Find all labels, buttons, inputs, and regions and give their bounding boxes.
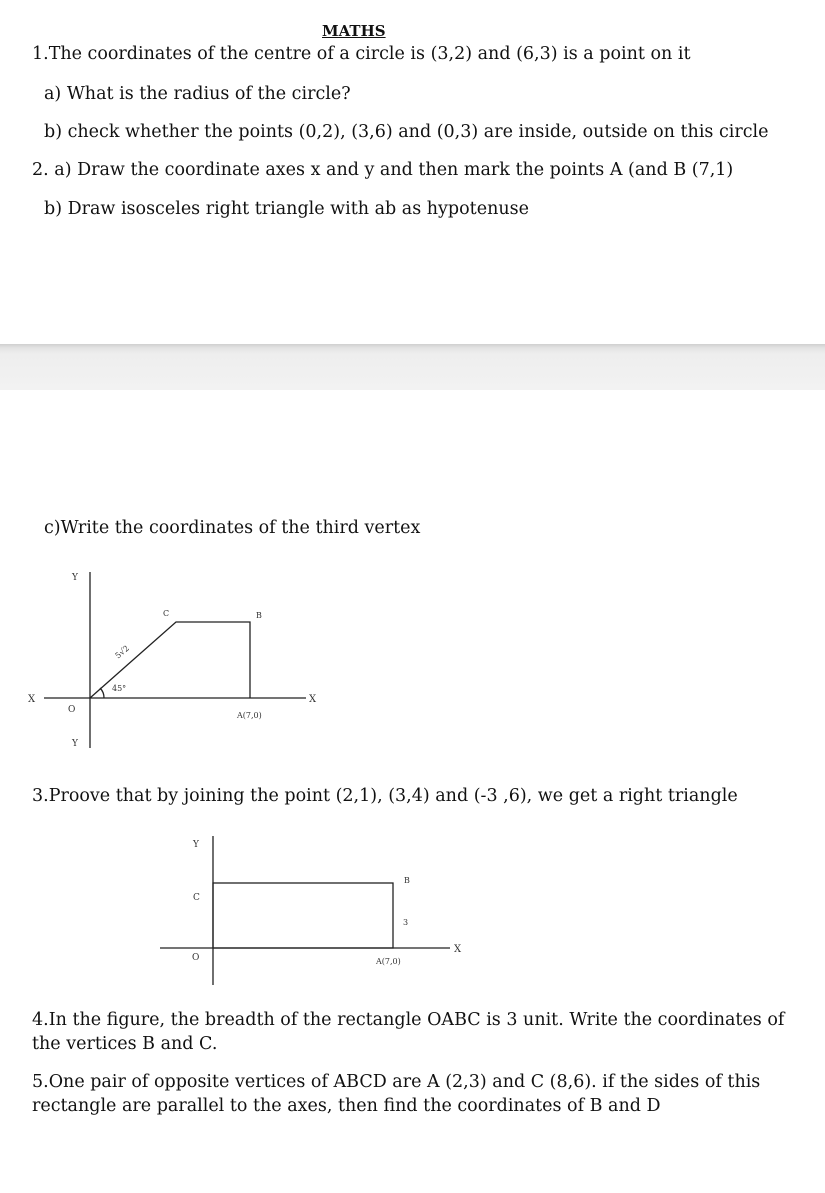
question-1b: b) check whether the points (0,2), (3,6) and (0,3) are inside, outside on this circle bbox=[44, 122, 769, 142]
label-vertex-c: C bbox=[193, 893, 200, 903]
label-vertex-a: A(7,0) bbox=[237, 711, 262, 720]
angle-arc bbox=[100, 688, 104, 698]
question-2a: 2. a) Draw the coordinate axes x and y and then mark the points A (and B (7,1) bbox=[32, 160, 734, 180]
label-x-right: X bbox=[309, 694, 317, 705]
label-side-length: 5√2 bbox=[113, 643, 131, 661]
figure-rectangle bbox=[150, 830, 480, 990]
label-y-bottom: Y bbox=[72, 739, 78, 749]
rectangle-oabc bbox=[213, 883, 393, 948]
figure-trapezium bbox=[0, 560, 340, 760]
label-origin: O bbox=[68, 705, 76, 715]
label-side-length: 3 bbox=[403, 918, 409, 927]
label-vertex-c: C bbox=[163, 609, 170, 618]
label-vertex-b: B bbox=[256, 611, 262, 620]
label-vertex-a: A(7,0) bbox=[376, 957, 401, 966]
question-5: 5.One pair of opposite vertices of ABCD are A (2,3) and C (8,6). if the sides of this rectangle are parallel to the axes, then find the coordinates of B and D bbox=[32, 1072, 761, 1116]
question-4: 4.In the figure, the breadth of the rectangle OABC is 3 unit. Write the coordinates of the vertices B and C. bbox=[32, 1010, 785, 1054]
question-1-stem: 1.The coordinates of the centre of a circle is (3,2) and (6,3) is a point on it bbox=[32, 44, 691, 64]
page-title: MATHS bbox=[322, 22, 386, 40]
label-x-right: X bbox=[454, 944, 462, 955]
question-3: 3.Proove that by joining the point (2,1), (3,4) and (-3 ,6), we get a right triangle bbox=[32, 786, 738, 806]
label-y-top: Y bbox=[72, 573, 78, 583]
question-1a: a) What is the radius of the circle? bbox=[44, 84, 351, 104]
label-y-top: Y bbox=[193, 840, 199, 850]
question-2b: b) Draw isosceles right triangle with ab as hypotenuse bbox=[44, 199, 529, 219]
question-2c: c)Write the coordinates of the third vertex bbox=[44, 518, 421, 538]
page-break-divider bbox=[0, 344, 825, 390]
label-origin: O bbox=[192, 953, 200, 963]
label-x-left: X bbox=[28, 694, 36, 705]
label-vertex-b: B bbox=[404, 876, 410, 885]
label-angle: 45° bbox=[112, 684, 127, 693]
